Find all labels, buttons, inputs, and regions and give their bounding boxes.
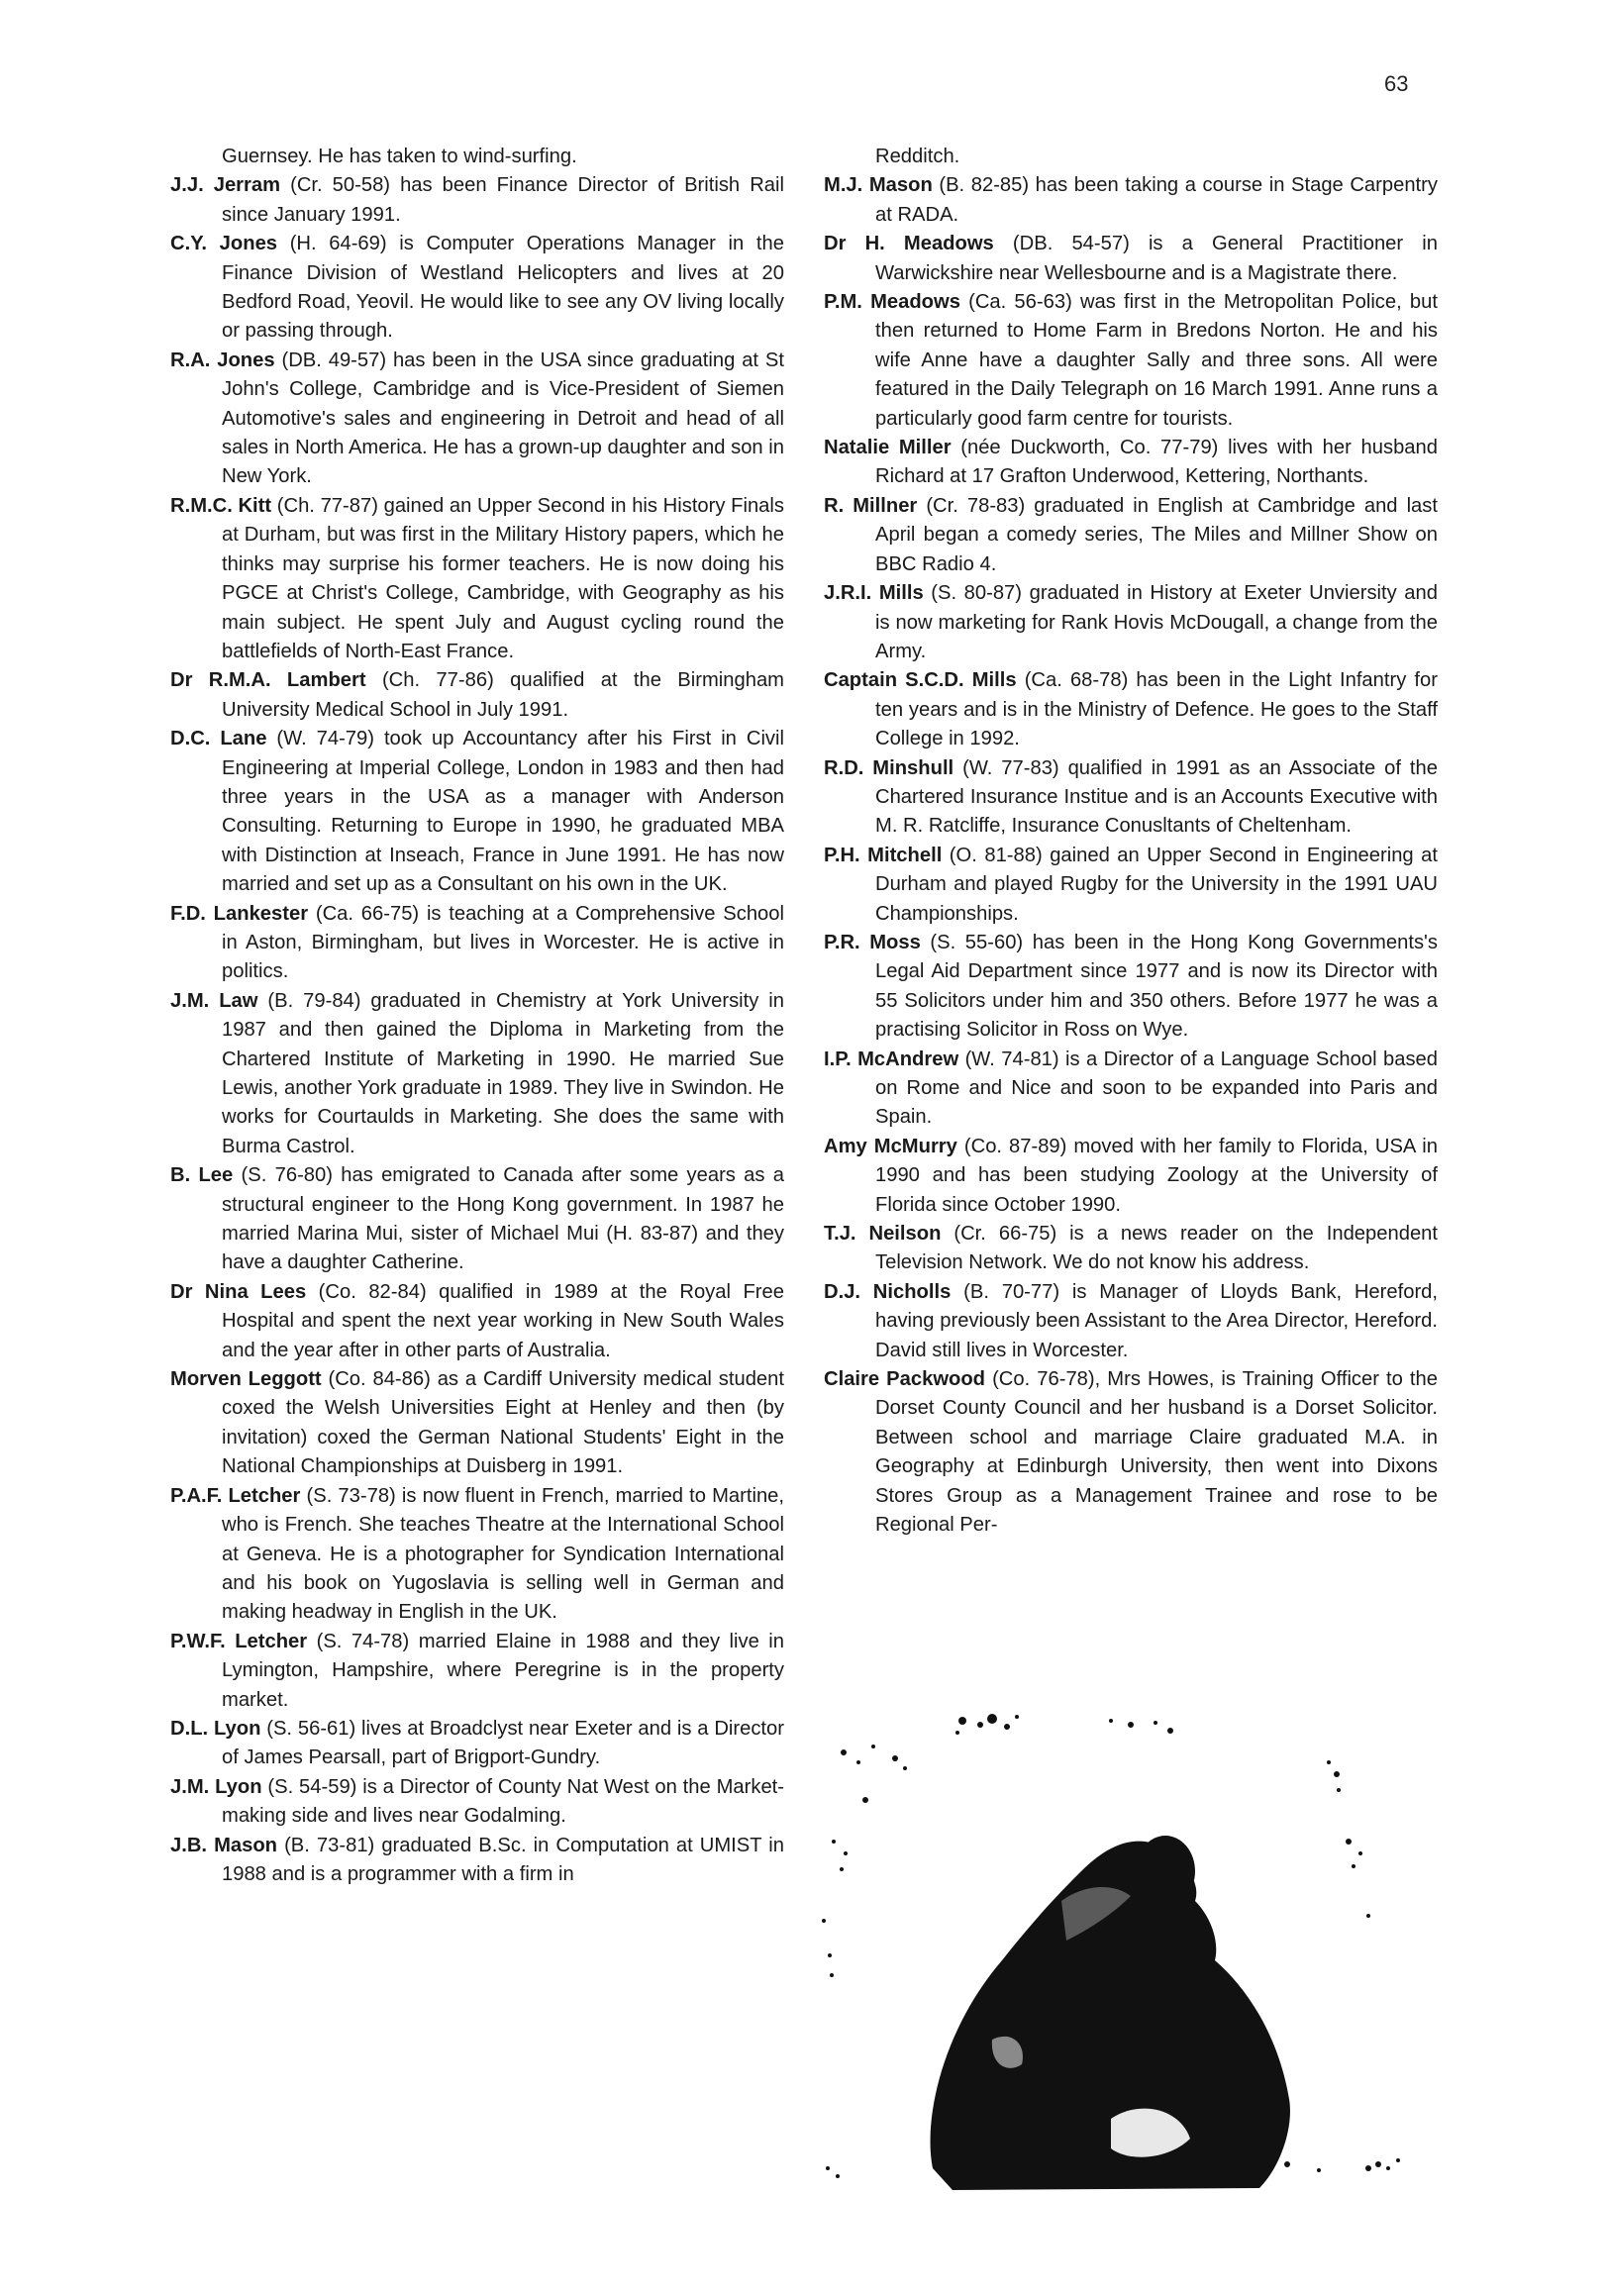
entry-name: J.R.I. Mills	[824, 582, 924, 605]
entry-text: (B. 82-85) has been taking a course in Stage Carpentry at RADA.	[875, 174, 1438, 226]
entry	[170, 666, 784, 725]
page-number: 63	[1384, 71, 1409, 96]
entry-text: (Co. 76-78), Mrs Howes, is Training Officer to the Dorset County Council and her husband is a Dorset Solicitor. Between school and marriage Claire graduated M.A. in Geography at Edinburgh University, then went into Dixons Stores Group as a Management Trainee and rose to be Regional Per-	[875, 1368, 1438, 1537]
entry-text: (Cr. 78-83) graduated in English at Cambridge and last April began a comedy series, The Miles and Millner Show on BBC Radio 4.	[875, 494, 1438, 575]
entry-text: (W. 74-79) took up Accountancy after his First in Civil Engineering at Imperial College, London in 1983 and then had three years in the USA as a manager with Anderson Consulting. Returning to Europe in 1990, he graduated MBA with Distinction at Inseach, France in June 1991. He has now married and set up as a Consultant on his own in the UK.	[222, 728, 784, 896]
entry-name: Captain S.C.D. Mills	[824, 669, 1017, 692]
entry	[170, 1773, 784, 1832]
entry-text: (Co. 82-84) qualified in 1989 at the Royal Free Hospital and spent the next year working in New South Wales and the year after in other parts of Australia.	[222, 1280, 784, 1361]
entry-text: (Co. 87-89) moved with her family to Florida, USA in 1990 and has been studying Zoology at the University of Florida since October 1990.	[875, 1135, 1438, 1216]
entry-name: J.B. Mason	[170, 1834, 278, 1856]
entry	[824, 1046, 1438, 1133]
entry	[170, 1715, 784, 1773]
entry-text: (Ca. 66-75) is teaching at a Comprehensive School in Aston, Birmingham, but lives in Worcester. He is active in politics.	[222, 902, 784, 983]
entry-name: D.L. Lyon	[170, 1717, 261, 1740]
right-column	[824, 143, 1438, 1541]
entry	[824, 143, 1438, 171]
entry-name: T.J. Neilson	[824, 1223, 942, 1246]
entry-name: R.M.C. Kitt	[170, 494, 272, 517]
entry	[170, 725, 784, 899]
entry-text: (S. 73-78) is now fluent in French, married to Martine, who is French. She teaches Theatre at the International School at Geneva. He is a photographer for Syndication International and his book on Yugoslavia is selling well in German and making headway in English in the UK.	[222, 1484, 785, 1624]
entry	[824, 1220, 1438, 1278]
entry-name: Amy McMurry	[824, 1135, 957, 1157]
entry-name: Morven Leggott	[170, 1368, 322, 1391]
entry	[824, 434, 1438, 492]
entry	[824, 754, 1438, 842]
entry-name: Claire Packwood	[824, 1368, 986, 1391]
entry-text: (S. 54-59) is a Director of County Nat West on the Market-making side and lives near Godalming.	[222, 1775, 785, 1828]
entry	[824, 171, 1438, 230]
entry-name: Dr Nina Lees	[170, 1280, 307, 1303]
entry-text: (O. 81-88) gained an Upper Second in Engineering at Durham and played Rugby for the University in the 1991 UAU Championships.	[875, 844, 1438, 925]
entry	[170, 1161, 784, 1278]
entry-name: I.P. McAndrew	[824, 1048, 959, 1070]
entry	[824, 842, 1438, 929]
entry	[170, 1482, 784, 1628]
entry-name: C.Y. Jones	[170, 233, 278, 255]
entry	[824, 1278, 1438, 1365]
entry	[170, 347, 784, 492]
entry	[170, 171, 784, 230]
entry-text: (née Duckworth, Co. 77-79) lives with her husband Richard at 17 Grafton Underwood, Kettering, Northants.	[875, 437, 1438, 488]
entry-text: (Cr. 50-58) has been Finance Director of British Rail since January 1991.	[222, 174, 784, 226]
entry-text: (Ch. 77-86) qualified at the Birmingham University Medical School in July 1991.	[222, 669, 784, 721]
entry-text: (S. 74-78) married Elaine in 1988 and they live in Lymington, Hampshire, where Peregrine is in the property market.	[222, 1630, 784, 1711]
halftone-photo-figure-icon	[814, 1703, 1457, 2198]
entry	[170, 900, 784, 987]
entry-name: M.J. Mason	[824, 174, 933, 197]
entry	[170, 143, 784, 171]
entry-name: Dr R.M.A. Lambert	[170, 669, 366, 692]
entry-text: (S. 76-80) has emigrated to Canada after some years as a structural engineer to the Hong Kong government. In 1987 he married Marina Mui, sister of Michael Mui (H. 83-87) and they have a daughter Catherine.	[222, 1164, 785, 1274]
entry	[170, 1832, 784, 1890]
entry-text: Guernsey. He has taken to wind-surfing.	[222, 146, 577, 167]
entry-name: R.D. Minshull	[824, 756, 954, 779]
entry-name: P.M. Meadows	[824, 291, 960, 314]
entry-text: (W. 77-83) qualified in 1991 as an Associate of the Chartered Insurance Institue and is an Accounts Executive with M. R. Ratcliffe, Insurance Conusltants of Cheltenham.	[875, 756, 1438, 838]
entry-text: (Ca. 56-63) was first in the Metropolitan Police, but then returned to Home Farm in Bredons Norton. He and his wife Anne have a daughter Sally and three sons. All were featured in the Daily Telegraph on 16 March 1991. Anne runs a particularly good farm centre for tourists.	[875, 291, 1438, 430]
entry	[824, 288, 1438, 434]
entry-text: (W. 74-81) is a Director of a Language School based on Rome and Nice and soon to be expanded into Paris and Spain.	[875, 1048, 1438, 1129]
entry	[824, 1133, 1438, 1220]
entry	[170, 1628, 784, 1715]
entry	[824, 579, 1438, 666]
entry	[170, 1365, 784, 1482]
entry	[824, 1365, 1438, 1540]
entry-text: (DB. 54-57) is a General Practitioner in Warwickshire near Wellesbourne and is a Magistrate there.	[875, 233, 1438, 284]
entry-name: P.A.F. Letcher	[170, 1484, 301, 1507]
entry-name: R. Millner	[824, 494, 918, 517]
entry-name: P.W.F. Letcher	[170, 1630, 308, 1652]
entry	[170, 1278, 784, 1365]
entry-text: (DB. 49-57) has been in the USA since graduating at St John's College, Cambridge and is Vice-President of Siemen Automotive's sales and engineering in Detroit and head of all sales in North America. He has a grown-up daughter and son in New York.	[222, 349, 784, 488]
entry-text: Redditch.	[875, 146, 960, 167]
entry-name: J.J. Jerram	[170, 174, 281, 197]
entry-text: (Ca. 68-78) has been in the Light Infantry for ten years and is in the Ministry of Defence. He goes to the Staff College in 1992.	[875, 669, 1438, 750]
entry-name: R.A. Jones	[170, 349, 275, 371]
entry-text: (B. 70-77) is Manager of Lloyds Bank, Hereford, having previously been Assistant to the Area Director, Hereford. David still lives in Worcester.	[875, 1280, 1438, 1361]
entry-name: J.M. Lyon	[170, 1775, 262, 1798]
entry-text: (S. 80-87) graduated in History at Exeter Unviersity and is now marketing for Rank Hovis McDougall, a change from the Army.	[875, 582, 1438, 662]
entry-name: P.R. Moss	[824, 931, 921, 953]
entry-text: (B. 79-84) graduated in Chemistry at York University in 1987 and then gained the Diploma in Marketing from the Chartered Institute of Marketing in 1990. He married Sue Lewis, another York graduate in 1989. They live in Swindon. He works for Courtaulds in Marketing. She does the same with Burma Castrol.	[222, 989, 784, 1157]
entry	[824, 230, 1438, 288]
entry	[170, 230, 784, 347]
entry-name: D.C. Lane	[170, 728, 267, 750]
left-column	[170, 143, 784, 1889]
entry-name: Natalie Miller	[824, 437, 952, 459]
halftone-photo	[814, 1703, 1457, 2198]
entry	[170, 987, 784, 1161]
entry-text: (Cr. 66-75) is a news reader on the Independent Television Network. We do not know his address.	[875, 1223, 1439, 1274]
entry-text: (Ch. 77-87) gained an Upper Second in his History Finals at Durham, but was first in the Military History papers, which he thinks may surprise his former teachers. He is now doing his PGCE at Christ's College, Cambridge, with Geography as his main subject. He spent July and August cycling round the battlefields of North-East France.	[222, 494, 784, 662]
entry-text: (S. 55-60) has been in the Hong Kong Governments's Legal Aid Department since 1977 and is now its Director with 55 Solicitors under him and 350 others. Before 1977 he was a practising Solicitor in Ross on Wye.	[875, 931, 1438, 1042]
entry	[824, 492, 1438, 579]
entry-name: B. Lee	[170, 1164, 234, 1187]
entry	[824, 666, 1438, 753]
entry-name: Dr H. Meadows	[824, 233, 994, 255]
entry-name: J.M. Law	[170, 989, 258, 1012]
entry-text: (H. 64-69) is Computer Operations Manager in the Finance Division of Westland Helicopters and lives at 20 Bedford Road, Yeovil. He would like to see any OV living locally or passing through.	[222, 233, 784, 343]
entry	[824, 929, 1438, 1046]
entry-text: (B. 73-81) graduated B.Sc. in Computation at UMIST in 1988 and is a programmer with a firm in	[222, 1834, 784, 1885]
entry	[170, 492, 784, 666]
entry-name: D.J. Nicholls	[824, 1280, 952, 1303]
entry-name: P.H. Mitchell	[824, 844, 943, 866]
entry-text: (S. 56-61) lives at Broadclyst near Exeter and is a Director of James Pearsall, part of Brigport-Gundry.	[222, 1717, 784, 1769]
entry-text: (Co. 84-86) as a Cardiff University medical student coxed the Welsh Universities Eight at Henley and then (by invitation) coxed the German National Students' Eight in the National Championships at Duisberg in 1991.	[222, 1368, 784, 1478]
entry-name: F.D. Lankester	[170, 902, 309, 925]
